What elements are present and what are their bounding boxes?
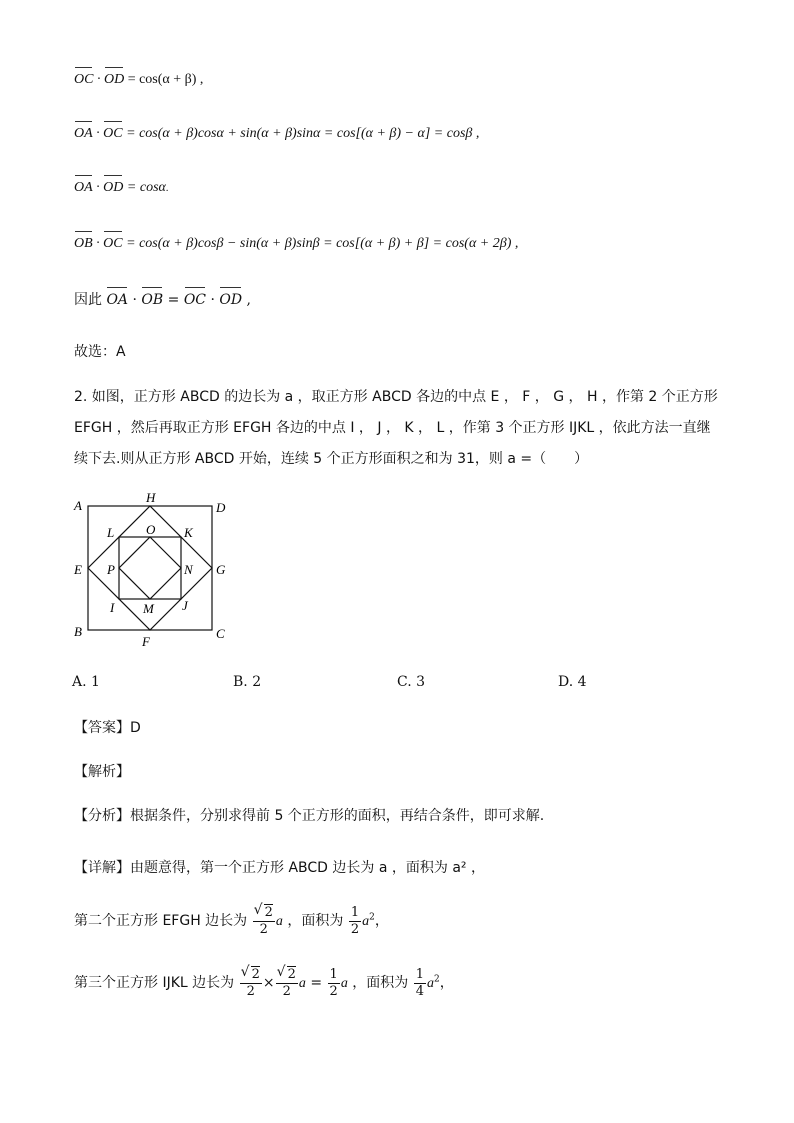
option-a: A. 1 xyxy=(72,674,100,690)
vector-oc: OC xyxy=(74,70,93,90)
label-e: E xyxy=(74,562,82,577)
vector-ob: OB xyxy=(141,292,164,308)
vector-oc: OC xyxy=(103,234,122,254)
equation-oa-oc: OA · OC = cos(α + β)cosα + sin(α + β)sinα = cos[(α + β) − α] = cosβ , xyxy=(74,124,479,144)
question-line-2: EFGH ，然后再取正方形 EFGH 各边的中点 I ， J ， K ， L ，作第 3 个正方形 IJKL ，依此方法一直继 xyxy=(74,420,711,436)
vector-od: OD xyxy=(103,178,123,198)
detail-3-end: ， xyxy=(439,975,454,991)
label-f: F xyxy=(142,634,150,649)
equation-oa-od: OA · OD = cosα. xyxy=(74,178,168,199)
detail-2-end: ， xyxy=(374,913,389,929)
equation-rhs: = cos(α + β)cosβ − sin(α + β)sinβ = cos[(α + β) + β] = cos(α + 2β) , xyxy=(126,236,519,251)
nested-squares-figure xyxy=(66,488,236,650)
label-m: M xyxy=(143,601,154,616)
option-d: D. 4 xyxy=(558,674,587,690)
vector-oa: OA xyxy=(74,124,93,144)
equation-rhs: = cosα xyxy=(126,180,166,195)
fraction-1-over-2: $\frac{1}{2}$ xyxy=(329,966,338,999)
question-line-1: 2. 如图，正方形 ABCD 的边长为 a ，取正方形 ABCD 各边的中点 E ， F ， G ， H ，作第 2 个正方形 xyxy=(74,389,718,405)
label-n: N xyxy=(184,562,193,577)
fraction-1-over-2: $\frac{1}{2}$ xyxy=(350,904,360,937)
detail-3-mid: ，面积为 xyxy=(352,975,409,991)
conclusion-tail: , xyxy=(242,292,251,308)
analysis-title: 【解析】 xyxy=(74,764,130,780)
label-h: H xyxy=(146,490,156,505)
equation-rhs: = cos(α + β) , xyxy=(127,72,204,87)
option-b: B. 2 xyxy=(233,674,262,690)
vector-oa: OA xyxy=(106,292,129,308)
vector-oc: OC xyxy=(103,124,122,144)
choice-line: 故选：A xyxy=(74,344,126,360)
vector-oc: OC xyxy=(183,292,207,308)
equation-oc-od: OC · OD = cos(α + β) , xyxy=(74,70,203,90)
equation-rhs: = cos(α + β)cosα + sin(α + β)sinα = cos[(α + β) − α] = cosβ , xyxy=(126,126,480,141)
square-mnop xyxy=(119,537,181,599)
figure-labels xyxy=(73,490,226,649)
label-c: C xyxy=(216,626,225,641)
label-k: K xyxy=(184,525,193,540)
label-b: B xyxy=(74,624,82,639)
detail-line-3: 第三个正方形 IJKL 边长为 √ $\frac{2}{2}$ × √ $\frac{2}{2}$ a = $\frac{1}{2}$ a ，面积为 $\frac{1}{4}$ $a^2$， xyxy=(74,966,454,1000)
answer-line: 【答案】D xyxy=(74,720,141,736)
detail-line-1: 【详解】由题意得，第一个正方形 ABCD 边长为 a ，面积为 a² ， xyxy=(74,860,485,876)
fraction-1-over-4: $\frac{1}{4}$ xyxy=(415,966,424,999)
analysis-fenxi: 【分析】根据条件，分别求得前 5 个正方形的面积，再结合条件，即可求解. xyxy=(74,808,545,824)
label-a: A xyxy=(74,498,82,513)
conclusion-line: 因此 OA · OB = OC · OD , xyxy=(74,292,251,308)
equation-tail: . xyxy=(165,183,169,194)
detail-3-prefix: 第三个正方形 IJKL 边长为 xyxy=(74,975,235,991)
label-j: J xyxy=(182,598,188,613)
label-l: L xyxy=(107,525,115,540)
vector-ob: OB xyxy=(74,234,93,254)
fraction-sqrt2-over-2: √ $\frac{2}{2}$ xyxy=(276,966,298,1000)
label-d: D xyxy=(216,500,226,515)
label-i: I xyxy=(110,600,115,615)
option-c: C. 3 xyxy=(397,674,426,690)
vector-od: OD xyxy=(104,70,124,90)
detail-2-prefix: 第二个正方形 EFGH 边长为 xyxy=(74,913,248,929)
label-g: G xyxy=(216,562,226,577)
fraction-sqrt2-over-2: √ $\frac{2}{2}$ xyxy=(253,904,275,938)
detail-line-2: 第二个正方形 EFGH 边长为 √ $\frac{2}{2}$ a ，面积为 $\frac{1}{2}$ $a^2$， xyxy=(74,904,389,938)
label-p: P xyxy=(107,562,115,577)
square-ijkl xyxy=(119,537,181,599)
label-o: O xyxy=(146,522,156,537)
vector-od: OD xyxy=(219,292,243,308)
conclusion-prefix: 因此 xyxy=(74,292,102,308)
fraction-sqrt2-over-2: √ $\frac{2}{2}$ xyxy=(240,966,262,1000)
vector-oa: OA xyxy=(74,178,93,198)
question-line-3: 续下去.则从正方形 ABCD 开始，连续 5 个正方形面积之和为 31，则 a =（ ） xyxy=(74,451,589,467)
equation-ob-oc: OB · OC = cos(α + β)cosβ − sin(α + β)sinβ = cos[(α + β) + β] = cos(α + 2β) , xyxy=(74,234,518,254)
detail-2-mid: ，面积为 xyxy=(287,913,344,929)
